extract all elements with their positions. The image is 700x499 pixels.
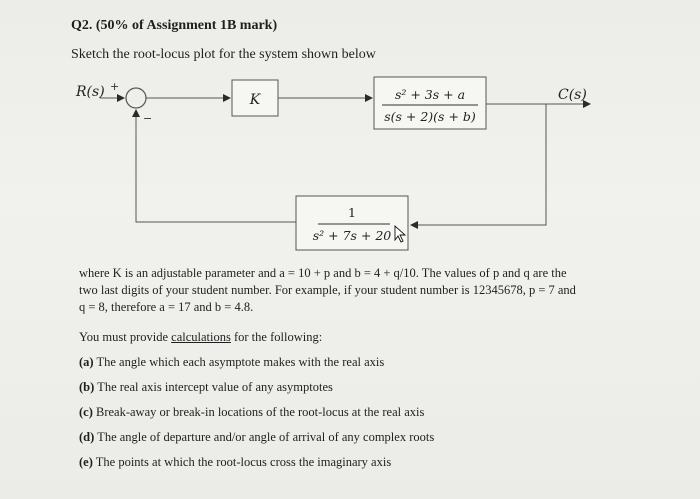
parameter-description [79, 265, 609, 316]
output-label: C(s) [558, 87, 587, 103]
calculations-intro-underlined: calculations [171, 330, 231, 344]
task-tag-b: (b) [79, 380, 95, 394]
task-item-b [79, 380, 333, 395]
question-prompt: Sketch the root-locus plot for the system shown below [71, 47, 376, 62]
task-item-a [79, 355, 384, 370]
question-heading: Q2. (50% of Assignment 1B mark) [71, 18, 278, 33]
task-item-e [79, 455, 391, 470]
task-tag-e: (e) [79, 455, 93, 469]
task-item-c [79, 405, 424, 420]
summing-plus-sign: + [110, 80, 120, 93]
task-tag-c: (c) [79, 405, 93, 419]
input-label: R(s) [76, 84, 105, 100]
summing-junction [126, 88, 146, 108]
gain-label: K [249, 92, 261, 108]
plant-numerator: s² + 3s + a [394, 87, 466, 102]
task-text-a: The angle which each asymptote makes with the real axis [93, 355, 385, 369]
feedback-numerator: 1 [348, 205, 356, 220]
calculations-intro-prefix: You must provide [79, 330, 172, 344]
parameter-line-3: q = 8, therefore a = 17 and b = 4.8. [79, 300, 254, 314]
feedback-path-left [136, 110, 296, 222]
task-tag-a: (a) [79, 355, 94, 369]
summing-minus-sign: − [143, 112, 153, 125]
task-text-e: The points at which the root-locus cross the imaginary axis [92, 455, 392, 469]
task-text-c: Break-away or break-in locations of the root-locus at the real axis [92, 405, 425, 419]
task-item-d [79, 430, 434, 445]
calculations-intro [79, 330, 322, 345]
feedback-denominator: s² + 7s + 20 [312, 228, 392, 243]
task-text-d: The angle of departure and/or angle of arrival of any complex roots [94, 430, 435, 444]
task-tag-d: (d) [79, 430, 95, 444]
parameter-line-1: where K is an adjustable parameter and a = 10 + p and b = 4 + q/10. The values of p and q are the [79, 266, 567, 280]
calculations-intro-suffix: for the following: [230, 330, 323, 344]
plant-denominator: s(s + 2)(s + b) [384, 109, 476, 124]
parameter-line-2: two last digits of your student number. For example, if your student number is 12345678, p = 7 and [79, 283, 576, 297]
task-text-b: The real axis intercept value of any asymptotes [94, 380, 333, 394]
